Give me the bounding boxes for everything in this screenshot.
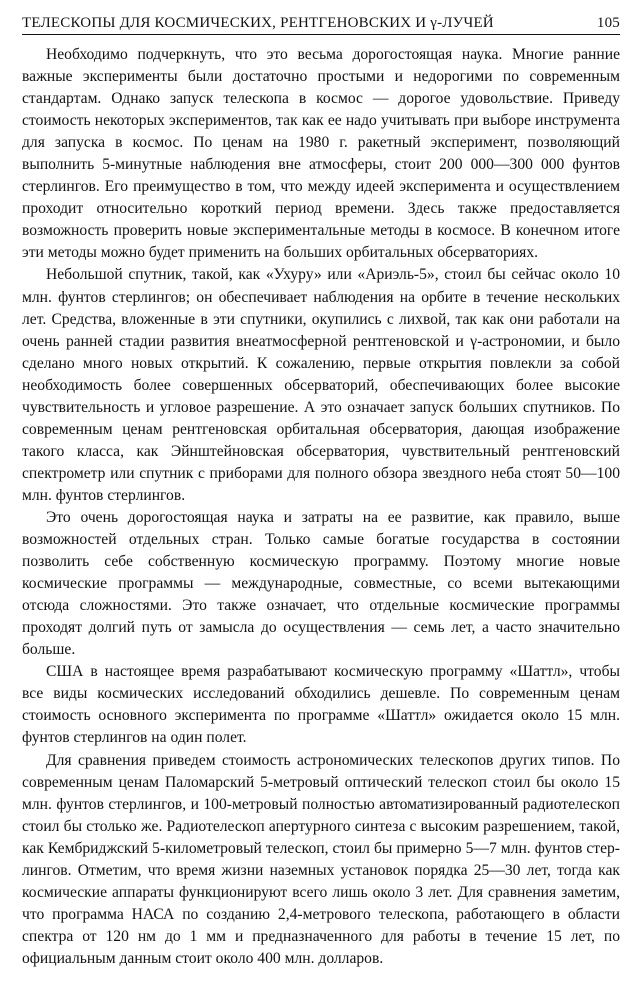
paragraph-international-programs: Это очень дорогостоящая наука и затраты на ее развитие, как правило, выше возможностей отдельных стран. Только самые богатые государства в состоянии позволить себе собственную космическую программу. Поэтому многие новые космические программы — международные, совместные, со всеми вытекающими отсюда сложностями. Это также означает, что отдельные космические программы проходят долгий путь от замысла до осуществления — семь лет, а часто значительно больше. bbox=[22, 508, 620, 659]
body-text bbox=[22, 44, 620, 970]
paragraph-small-satellites: Небольшой спутник, такой, как «Ухуру» или «Ариэль-5», стоил бы сейчас около 10 млн. фунтов стерлингов; он обеспечивает наблюдения на орбите в течение нескольких лет. Средства, вложенные в эти спутники, окупились с лихвой, так как они работали на очень ранней стадии развития внеатмосферной рентгеновской и γ-астрономии, и было сделано много новых открытий. К сожалению, первые открытия повлекли за собой необходимость более совершенных обсерваторий, обеспечивающих более высокие чувствительность и угловое разрешение. А это означает запуск больших спутников. По современным ценам рентгеновская орбитальная обсерватория, дающая изображение такого класса, как Эйнштейновская обсерватория, чувствительный рентгеновский спектрометр или спутник с приборами для полного обзора звездного неба стоят 50—100 млн. фунтов стерлингов. bbox=[22, 266, 620, 504]
book-page bbox=[22, 10, 620, 970]
paragraph-shuttle: США в настоящее время разрабатывают космическую программу «Шаттл», чтобы все виды космических исследований обходились дешевле. По современным ценам стоимость основного эксперимента по программе «Шаттл» ожидается около 15 млн. фунтов стерлингов на один полет. bbox=[22, 663, 620, 747]
page-number: 105 bbox=[596, 15, 620, 31]
running-head bbox=[22, 10, 620, 35]
chapter-title: ТЕЛЕСКОПЫ ДЛЯ КОСМИЧЕСКИХ, РЕНТГЕНОВСКИХ И γ-ЛУЧЕЙ bbox=[22, 15, 494, 31]
paragraph-cost-of-science: Необходимо подчеркнуть, что это весьма дорогостоящая наука. Многие ранние важные эксперименты были достаточно простыми и недорогими по современным стандартам. Однако запуск телескопа в космос — дорогое удовольствие. Приведу стоимость некоторых экспериментов, так как ее надо учитывать при выборе инструмента для запуска в космос. По ценам на 1980 г. ракетный эксперимент, позволяющий выполнить 5-минутные наблюдения вне атмосферы, стоит 200 000—300 000 фунтов стерлингов. Его преимущество в том, что между идеей эксперимента и осуществлением проходит относительно короткий период времени. Здесь также предоставляется возможность проверить новые экспериментальные методы в космосе. В конечном итоге эти методы можно будет применить на больших орбитальных обсерваториях. bbox=[22, 46, 620, 262]
paragraph-telescope-comparison: Для сравнения приведем стоимость астрономических телескопов других типов. По современным ценам Паломарский 5-метровый оптический телескоп стоил бы около 15 млн. фунтов стерлингов, и 100-метровый полностью автоматизированный радиотелескоп стоил бы столько же. Радиотелескоп апертурного синтеза с высоким разрешением, такой, как Кембриджский 5-километровый телескоп, стоил бы примерно 5—7 млн. фунтов стерлингов. Отметим, что время жизни наземных установок порядка 25—30 лет, тогда как космические аппараты функционируют всего лишь около 3 лет. Для сравнения заметим, что программа НАСА по созданию 2,4-метрового телескопа, работающего в области спектра от 120 нм до 1 мм и предназначенного для работы в течение 15 лет, по официальным данным стоит около 400 млн. долларов. bbox=[22, 751, 620, 967]
